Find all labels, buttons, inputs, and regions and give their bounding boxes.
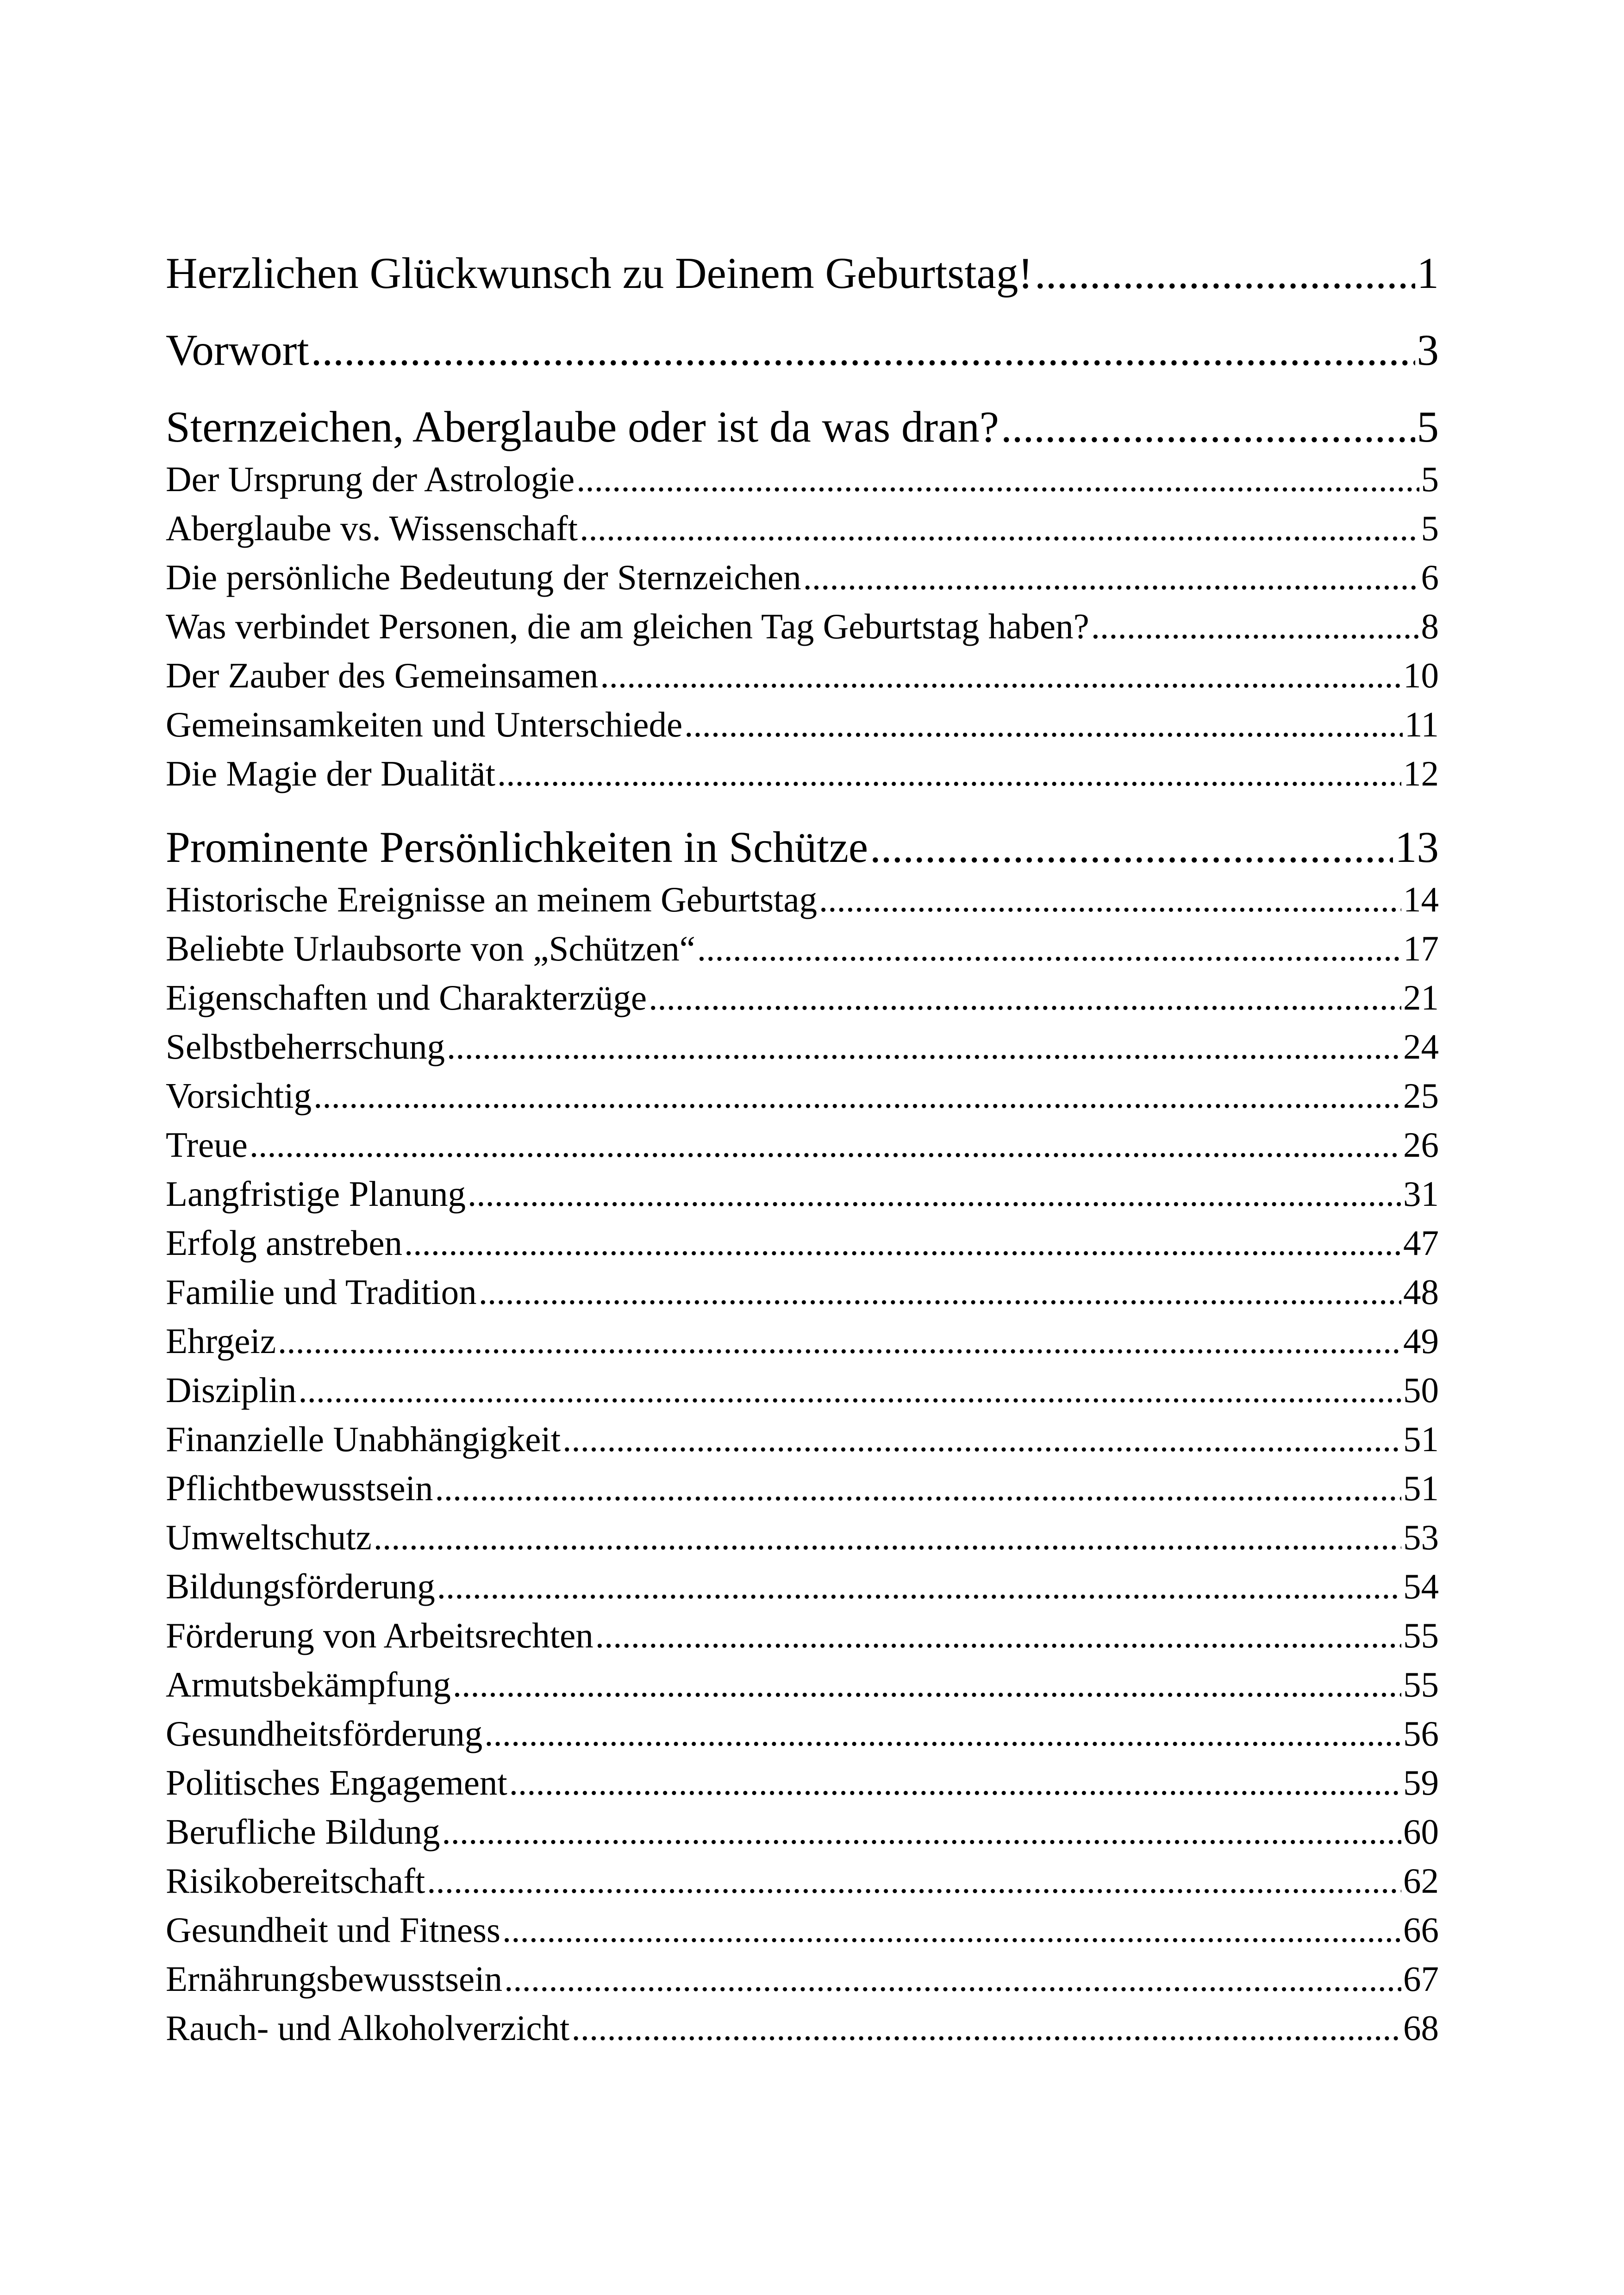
toc-chapter-entry: [166, 819, 1439, 875]
toc-entry-title: Die persönliche Bedeutung der Sternzeichen: [166, 557, 801, 597]
toc-dot-leader: [509, 1758, 1401, 1807]
toc-dot-leader: [595, 1611, 1401, 1660]
toc-page-number: 68: [1403, 2008, 1439, 2048]
toc-entry-title: Prominente Persönlichkeiten in Schütze: [166, 823, 868, 872]
toc-entry-title: Vorsichtig: [166, 1076, 312, 1116]
toc-entry-title: Was verbindet Personen, die am gleichen Tag Geburtstag haben?: [166, 606, 1089, 646]
toc-section-entry: [166, 651, 1439, 700]
toc-dot-leader: [278, 1316, 1401, 1366]
toc-section-entry: [166, 1120, 1439, 1169]
toc-section-entry: [166, 973, 1439, 1022]
toc-dot-leader: [374, 1513, 1401, 1562]
toc-page-number: 21: [1403, 978, 1439, 1017]
toc-page-number: 54: [1403, 1566, 1439, 1606]
toc-entry-title: Politisches Engagement: [166, 1763, 507, 1802]
toc-section-entry: [166, 1856, 1439, 1905]
toc-page-number: 51: [1403, 1468, 1439, 1508]
toc-section-entry: [166, 1316, 1439, 1366]
toc-page-number: 31: [1403, 1174, 1439, 1214]
toc-page-number: 60: [1403, 1812, 1439, 1852]
toc-entry-title: Disziplin: [166, 1370, 297, 1410]
toc-dot-leader: [870, 819, 1393, 875]
toc-page-number: 48: [1403, 1272, 1439, 1312]
toc-page-number: 10: [1403, 655, 1439, 695]
toc-page-number: 55: [1403, 1665, 1439, 1704]
toc-page-number: 1: [1417, 249, 1439, 298]
toc-entry-title: Der Ursprung der Astrologie: [166, 459, 575, 499]
toc-entry-title: Berufliche Bildung: [166, 1812, 440, 1852]
toc-chapter-entry: [166, 322, 1439, 378]
toc-entry-title: Langfristige Planung: [166, 1174, 466, 1214]
toc-entry-title: Pflichtbewusstsein: [166, 1468, 433, 1508]
toc-entry-title: Aberglaube vs. Wissenschaft: [166, 508, 578, 548]
toc-page-number: 50: [1403, 1370, 1439, 1410]
toc-entry-title: Eigenschaften und Charakterzüge: [166, 978, 647, 1017]
toc-entry-title: Gemeinsamkeiten und Unterschiede: [166, 705, 683, 744]
toc-page-number: 53: [1403, 1517, 1439, 1557]
toc-section-entry: [166, 1366, 1439, 1415]
toc-page-number: 12: [1403, 754, 1439, 793]
toc-entry-title: Vorwort: [166, 325, 309, 374]
toc-page-number: 3: [1417, 325, 1439, 374]
toc-section-entry: [166, 749, 1439, 798]
toc-section-entry: [166, 1660, 1439, 1709]
toc-section-entry: [166, 924, 1439, 973]
toc-entry-title: Erfolg anstreben: [166, 1223, 402, 1263]
toc-section-entry: [166, 1464, 1439, 1513]
toc-page-number: 26: [1403, 1125, 1439, 1165]
toc-dot-leader: [504, 1954, 1401, 2003]
toc-section-entry: [166, 875, 1439, 924]
toc-entry-title: Treue: [166, 1125, 248, 1165]
toc-page-number: 17: [1403, 929, 1439, 968]
toc-chapter-entry: [166, 399, 1439, 455]
toc-section-entry: [166, 1415, 1439, 1464]
toc-section-entry: [166, 1562, 1439, 1611]
toc-entry-title: Die Magie der Dualität: [166, 754, 495, 793]
toc-entry-title: Risikobereitschaft: [166, 1861, 425, 1901]
toc-page-number: 62: [1403, 1861, 1439, 1901]
toc-entry-title: Umweltschutz: [166, 1517, 372, 1557]
toc-section-entry: [166, 602, 1439, 651]
toc-section-entry: [166, 1022, 1439, 1071]
toc-section-entry: [166, 1709, 1439, 1758]
toc-entry-title: Sternzeichen, Aberglaube oder ist da was dran?: [166, 402, 999, 451]
toc-entry-title: Historische Ereignisse an meinem Geburtstag: [166, 879, 818, 919]
toc-section-entry: [166, 1218, 1439, 1267]
toc-section-entry: [166, 1071, 1439, 1120]
toc-page-number: 55: [1403, 1615, 1439, 1655]
toc-dot-leader: [404, 1218, 1401, 1267]
toc-dot-leader: [1035, 245, 1415, 301]
toc-section-entry: [166, 1905, 1439, 1954]
toc-section-entry: [166, 1954, 1439, 2003]
toc-section-entry: [166, 1169, 1439, 1218]
toc-page-number: 24: [1403, 1027, 1439, 1066]
toc-section-entry: [166, 700, 1439, 749]
toc-page-number: 5: [1417, 402, 1439, 451]
toc-entry-title: Finanzielle Unabhängigkeit: [166, 1419, 561, 1459]
toc-chapter-entry: [166, 245, 1439, 301]
toc-dot-leader: [468, 1169, 1401, 1218]
toc-entry-title: Herzlichen Glückwunsch zu Deinem Geburtstag!: [166, 249, 1033, 298]
toc-section-entry: [166, 553, 1439, 602]
toc-dot-leader: [576, 455, 1419, 504]
toc-entry-title: Armutsbekämpfung: [166, 1665, 451, 1704]
toc-dot-leader: [649, 973, 1401, 1022]
toc-page-number: 59: [1403, 1763, 1439, 1802]
toc-entry-title: Ehrgeiz: [166, 1321, 276, 1361]
toc-entry-title: Familie und Tradition: [166, 1272, 477, 1312]
toc-dot-leader: [600, 651, 1401, 700]
toc-dot-leader: [453, 1660, 1401, 1709]
toc-page-number: 5: [1421, 508, 1439, 548]
toc-entry-title: Beliebte Urlaubsorte von „Schützen“: [166, 929, 695, 968]
toc-page-number: 49: [1403, 1321, 1439, 1361]
toc-entry-title: Förderung von Arbeitsrechten: [166, 1615, 593, 1655]
toc-dot-leader: [313, 1071, 1401, 1120]
toc-section-entry: [166, 1513, 1439, 1562]
toc-dot-leader: [435, 1464, 1401, 1513]
toc-dot-leader: [311, 322, 1415, 378]
table-of-contents: [166, 245, 1439, 2052]
toc-page-number: 25: [1403, 1076, 1439, 1116]
toc-section-entry: [166, 1611, 1439, 1660]
toc-dot-leader: [697, 924, 1401, 973]
toc-section-entry: [166, 504, 1439, 553]
toc-dot-leader: [442, 1807, 1401, 1856]
toc-entry-title: Rauch- und Alkoholverzicht: [166, 2008, 570, 2048]
toc-dot-leader: [1001, 399, 1415, 455]
toc-page-number: 47: [1403, 1223, 1439, 1263]
toc-dot-leader: [484, 1709, 1401, 1758]
toc-dot-leader: [562, 1415, 1401, 1464]
toc-dot-leader: [803, 553, 1419, 602]
toc-dot-leader: [479, 1267, 1401, 1316]
toc-dot-leader: [437, 1562, 1401, 1611]
toc-section-entry: [166, 1807, 1439, 1856]
toc-dot-leader: [427, 1856, 1401, 1905]
toc-section-entry: [166, 1758, 1439, 1807]
toc-entry-title: Der Zauber des Gemeinsamen: [166, 655, 599, 695]
toc-page-number: 5: [1421, 459, 1439, 499]
toc-entry-title: Bildungsförderung: [166, 1566, 435, 1606]
toc-dot-leader: [580, 504, 1419, 553]
toc-dot-leader: [250, 1120, 1401, 1169]
toc-section-entry: [166, 455, 1439, 504]
toc-page-number: 8: [1421, 606, 1439, 646]
toc-dot-leader: [819, 875, 1401, 924]
toc-dot-leader: [298, 1366, 1401, 1415]
toc-page-number: 56: [1403, 1714, 1439, 1753]
toc-section-entry: [166, 2003, 1439, 2052]
toc-page-number: 67: [1403, 1959, 1439, 1999]
toc-dot-leader: [497, 749, 1401, 798]
toc-dot-leader: [502, 1905, 1401, 1954]
toc-entry-title: Selbstbeherrschung: [166, 1027, 445, 1066]
toc-entry-title: Ernährungsbewusstsein: [166, 1959, 503, 1999]
toc-page-number: 66: [1403, 1910, 1439, 1950]
toc-dot-leader: [571, 2003, 1401, 2052]
toc-dot-leader: [1091, 602, 1419, 651]
toc-page-number: 51: [1403, 1419, 1439, 1459]
toc-section-entry: [166, 1267, 1439, 1316]
toc-dot-leader: [447, 1022, 1401, 1071]
toc-page-number: 13: [1395, 823, 1439, 872]
toc-page-number: 14: [1403, 879, 1439, 919]
toc-page-number: 11: [1404, 705, 1439, 744]
toc-page-number: 6: [1421, 557, 1439, 597]
toc-dot-leader: [684, 700, 1403, 749]
toc-entry-title: Gesundheitsförderung: [166, 1714, 483, 1753]
toc-entry-title: Gesundheit und Fitness: [166, 1910, 500, 1950]
